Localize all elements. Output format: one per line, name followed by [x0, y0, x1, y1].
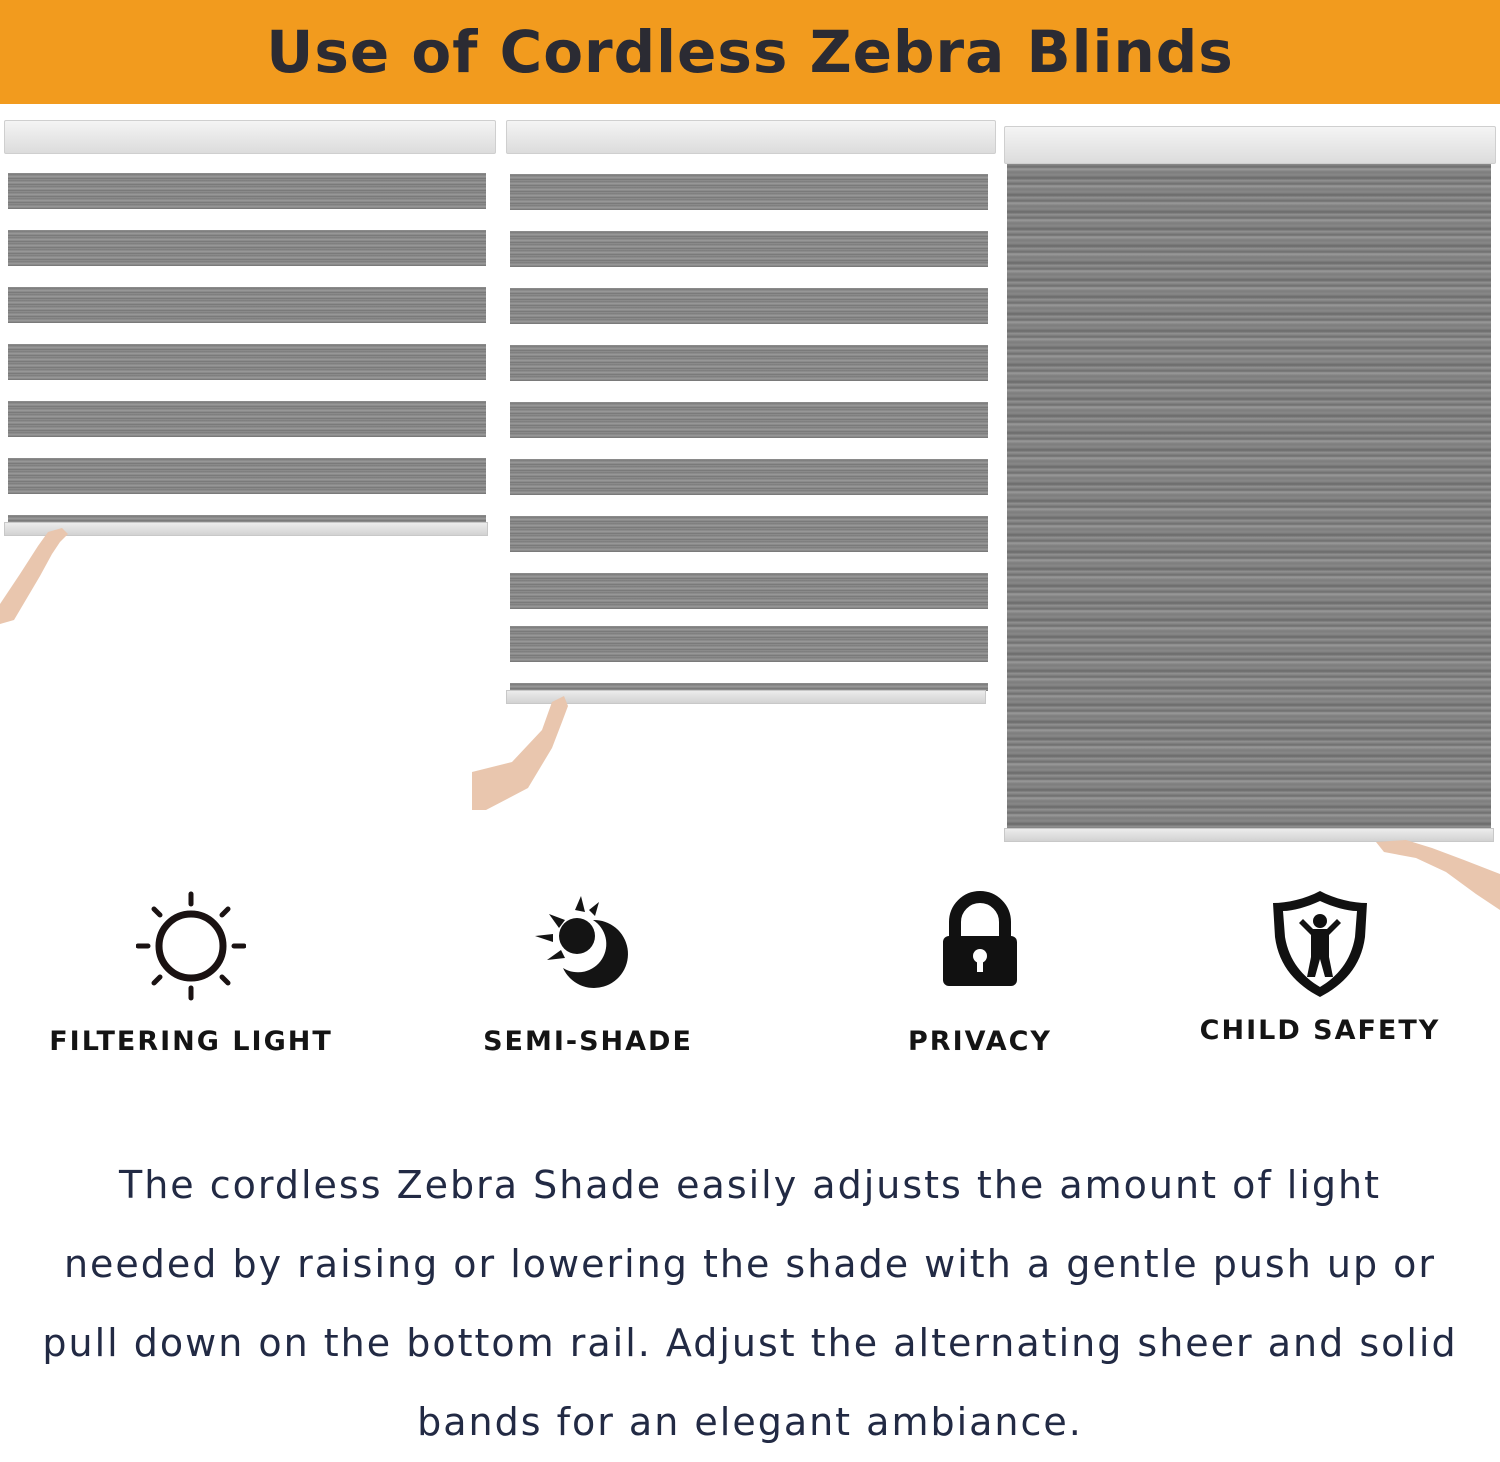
zebra-blind-raised-photo [4, 120, 496, 640]
feature-label: PRIVACY [908, 1026, 1052, 1057]
sun-icon [136, 890, 246, 1002]
description-text: The cordless Zebra Shade easily adjusts the amount of light needed by raising or lowering the shade with a gentle push up or pull down on the bottom rail. Adjust the alternating sheer and solid bands for an elegant ambiance. [42, 1163, 1458, 1444]
feature-child-safety [1155, 887, 1485, 1046]
feature-label: CHILD SAFETY [1199, 1015, 1441, 1046]
child-shield-icon [1265, 887, 1375, 999]
headrail [4, 120, 496, 154]
zebra-blind-half-photo [506, 120, 996, 820]
sun-moon-icon [533, 890, 643, 1002]
hand-icon [0, 524, 80, 624]
feature-label: FILTERING LIGHT [49, 1026, 333, 1057]
shade-fabric [1007, 164, 1491, 832]
headrail [506, 120, 996, 154]
feature-privacy [815, 890, 1145, 1057]
feature-semi-shade [423, 890, 753, 1057]
hand-icon [472, 692, 592, 812]
page-title: Use of Cordless Zebra Blinds [266, 18, 1234, 86]
feature-filtering-light [26, 890, 356, 1057]
lock-icon [925, 890, 1035, 1002]
headrail [1004, 126, 1496, 164]
title-banner [0, 0, 1500, 104]
zebra-blind-closed-photo [1004, 126, 1500, 926]
feature-label: SEMI-SHADE [483, 1026, 693, 1057]
